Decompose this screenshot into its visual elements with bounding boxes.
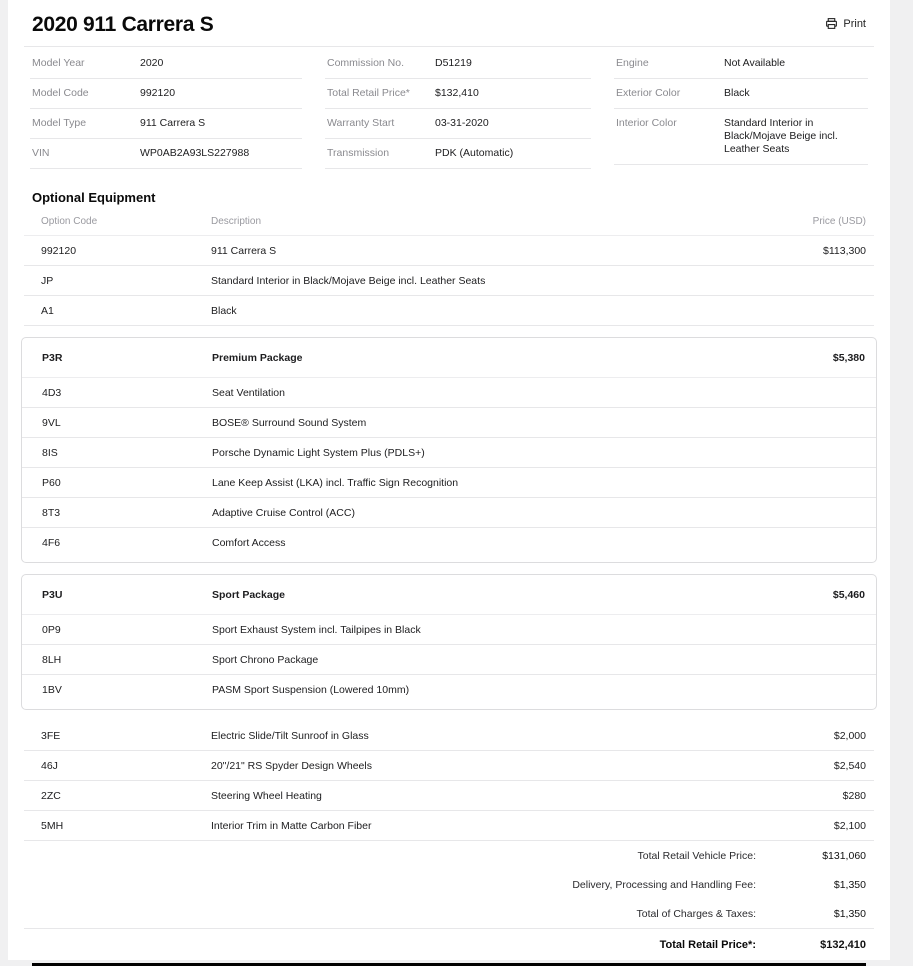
option-price: $2,000	[833, 729, 866, 742]
field-transmission	[325, 139, 591, 169]
table-row	[24, 751, 874, 781]
field-value: 2020	[140, 57, 164, 69]
option-description: Adaptive Cruise Control (ACC)	[212, 506, 355, 519]
option-description: Steering Wheel Heating	[211, 789, 322, 802]
option-description: 20"/21" RS Spyder Design Wheels	[211, 759, 372, 772]
page-title: 2020 911 Carrera S	[32, 13, 214, 36]
field-interior-color	[614, 109, 868, 165]
totals-section	[24, 841, 874, 961]
field-label: Commission No.	[327, 57, 405, 69]
total-retail-price-row	[24, 928, 874, 961]
package-header-row	[22, 338, 876, 378]
total-label: Total Retail Vehicle Price:	[637, 849, 756, 862]
table-row	[22, 468, 876, 498]
table-row	[22, 378, 876, 408]
option-code: 8LH	[42, 653, 62, 666]
option-description: Porsche Dynamic Light System Plus (PDLS+)	[212, 446, 425, 459]
package-name: Premium Package	[212, 352, 303, 364]
field-label: Transmission	[327, 147, 390, 159]
field-value: PDK (Automatic)	[435, 147, 514, 159]
vehicle-summary-card	[8, 0, 890, 960]
option-description: Seat Ventilation	[212, 386, 285, 399]
total-value: $132,410	[820, 939, 866, 951]
field-label: Engine	[616, 57, 649, 69]
table-row	[24, 811, 874, 841]
package-price: $5,460	[832, 589, 865, 601]
option-description: BOSE® Surround Sound System	[212, 416, 367, 429]
vehicle-info-column-2	[325, 49, 591, 169]
option-code: 9VL	[42, 416, 61, 429]
option-code: 5MH	[41, 819, 64, 832]
field-value: $132,410	[435, 87, 479, 99]
package-code: P3U	[42, 589, 63, 601]
field-total-retail-price	[325, 79, 591, 109]
printer-icon	[825, 17, 838, 30]
field-label: Model Code	[32, 87, 89, 99]
option-code: 3FE	[41, 729, 61, 742]
table-row	[22, 438, 876, 468]
option-description: Comfort Access	[212, 536, 286, 549]
total-value: $1,350	[833, 907, 866, 920]
option-price: $2,100	[833, 819, 866, 832]
field-value: 03-31-2020	[435, 117, 489, 129]
field-commission-no	[325, 49, 591, 79]
column-header-price: Price (USD)	[812, 216, 866, 227]
charges-taxes-row	[24, 899, 874, 928]
total-retail-vehicle-price-row	[24, 841, 874, 870]
print-button-label: Print	[843, 17, 866, 30]
field-value: D51219	[435, 57, 472, 69]
table-row	[22, 498, 876, 528]
option-code: A1	[41, 304, 54, 317]
option-code: 992120	[41, 244, 77, 257]
option-code: 0P9	[42, 623, 61, 636]
column-header-option-code: Option Code	[41, 216, 98, 227]
package-code: P3R	[42, 352, 63, 364]
field-vin	[30, 139, 302, 169]
option-description: Lane Keep Assist (LKA) incl. Traffic Sign Recognition	[212, 476, 459, 489]
field-value: 911 Carrera S	[140, 117, 206, 129]
option-description: Electric Slide/Tilt Sunroof in Glass	[211, 729, 369, 742]
vehicle-info-grid	[24, 49, 874, 169]
field-model-code	[30, 79, 302, 109]
page-header	[24, 0, 874, 37]
field-label: Model Year	[32, 57, 85, 69]
option-description: Interior Trim in Matte Carbon Fiber	[211, 819, 372, 832]
option-description: PASM Sport Suspension (Lowered 10mm)	[212, 683, 410, 696]
field-value: 992120	[140, 87, 176, 99]
field-value: Black	[724, 87, 750, 99]
option-code: 2ZC	[41, 789, 61, 802]
total-label: Total of Charges & Taxes:	[636, 907, 756, 920]
field-warranty-start	[325, 109, 591, 139]
total-value: $131,060	[822, 849, 866, 862]
vehicle-info-column-1	[30, 49, 302, 169]
option-price: $280	[842, 789, 866, 802]
option-code: 4D3	[42, 386, 62, 399]
field-label: Interior Color	[616, 117, 677, 129]
package-box-sport	[21, 574, 877, 710]
option-code: 1BV	[42, 683, 62, 696]
option-description: Standard Interior in Black/Mojave Beige incl. Leather Seats	[211, 274, 486, 287]
field-label: Model Type	[32, 117, 87, 129]
field-label: Warranty Start	[327, 117, 395, 129]
option-code: JP	[41, 274, 54, 287]
total-label: Total Retail Price*:	[659, 939, 756, 951]
package-box-premium	[21, 337, 877, 563]
table-row	[22, 645, 876, 675]
table-row	[24, 781, 874, 811]
option-code: 8IS	[42, 446, 58, 459]
option-price: $2,540	[833, 759, 866, 772]
table-row	[22, 408, 876, 438]
header-divider	[24, 46, 874, 47]
field-label: VIN	[32, 147, 50, 159]
equipment-table-header	[24, 209, 874, 236]
field-label: Exterior Color	[616, 87, 681, 99]
option-code: 4F6	[42, 536, 61, 549]
table-row	[24, 266, 874, 296]
option-description: Sport Exhaust System incl. Tailpipes in Black	[212, 623, 421, 636]
field-value: Not Available	[724, 57, 786, 69]
table-row	[22, 528, 876, 557]
table-row	[22, 675, 876, 704]
field-value: Standard Interior in Black/Mojave Beige incl. Leather Seats	[724, 117, 838, 155]
option-code: 46J	[41, 759, 58, 772]
field-exterior-color	[614, 79, 868, 109]
option-description: Black	[211, 304, 237, 317]
total-label: Delivery, Processing and Handling Fee:	[572, 878, 756, 891]
option-description: Sport Chrono Package	[212, 653, 319, 666]
print-button[interactable]	[825, 13, 866, 34]
column-header-description: Description	[211, 216, 262, 227]
package-price: $5,380	[832, 352, 865, 364]
option-price: $113,300	[822, 244, 866, 257]
field-label: Total Retail Price*	[327, 87, 410, 99]
delivery-fee-row	[24, 870, 874, 899]
package-name: Sport Package	[212, 589, 285, 601]
table-row	[24, 236, 874, 266]
option-description: 911 Carrera S	[211, 244, 277, 257]
table-row	[22, 615, 876, 645]
table-row	[24, 721, 874, 751]
field-engine	[614, 49, 868, 79]
field-model-type	[30, 109, 302, 139]
total-value: $1,350	[833, 878, 866, 891]
table-row	[24, 296, 874, 326]
option-code: 8T3	[42, 506, 61, 519]
package-header-row	[22, 575, 876, 615]
optional-equipment-title: Optional Equipment	[32, 190, 156, 205]
field-value: WP0AB2A93LS227988	[140, 147, 250, 159]
vehicle-info-column-3	[614, 49, 868, 169]
option-code: P60	[42, 476, 61, 489]
field-model-year	[30, 49, 302, 79]
